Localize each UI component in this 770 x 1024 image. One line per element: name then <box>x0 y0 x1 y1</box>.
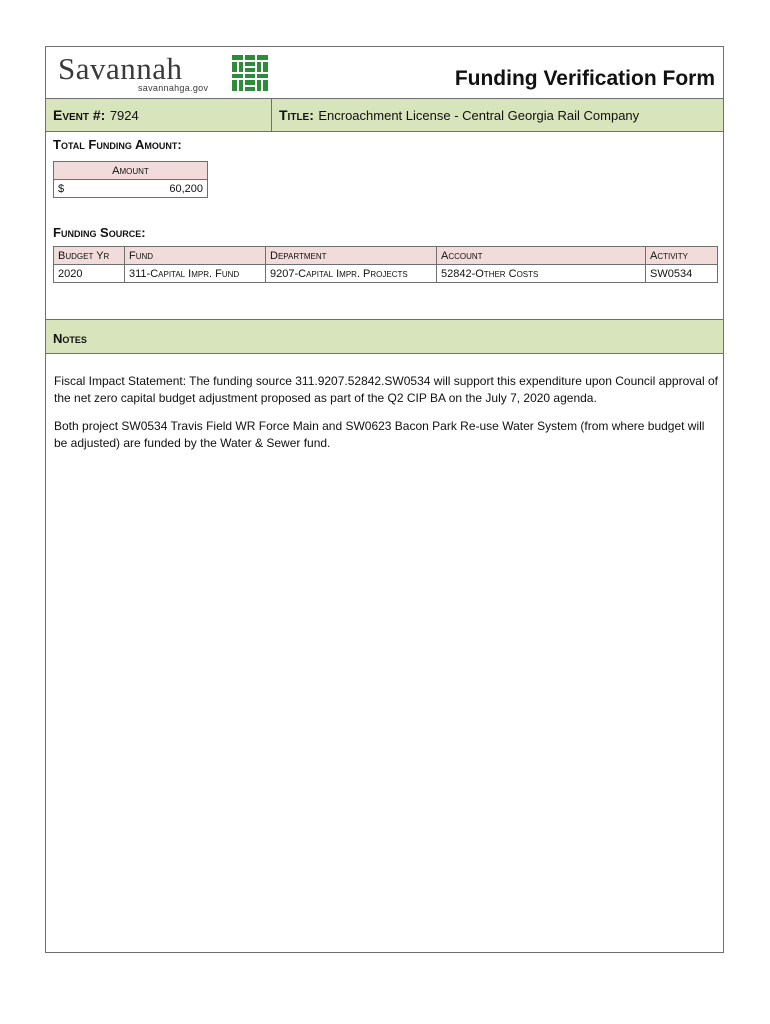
event-number: 7924 <box>109 108 139 123</box>
funding-source-label: Funding Source: <box>53 225 146 240</box>
col-activity: Activity <box>646 247 718 265</box>
currency-symbol: $ <box>58 182 65 195</box>
title-label: Title: <box>279 107 314 123</box>
city-grid-logo-icon <box>232 55 268 91</box>
col-budget-yr: Budget Yr <box>54 247 125 265</box>
total-funding-label: Total Funding Amount: <box>53 137 182 152</box>
col-department: Department <box>266 247 437 265</box>
amount-value: 60,200 <box>169 182 203 195</box>
cell-fund: 311-Capital Impr. Fund <box>125 265 266 283</box>
col-account: Account <box>437 247 646 265</box>
notes-band <box>46 319 723 354</box>
funding-verification-form <box>45 46 724 953</box>
event-cell <box>46 99 272 131</box>
notes-paragraph: Both project SW0534 Travis Field WR Force Main and SW0623 Bacon Park Re-use Water System (from where budget will be adjusted) are funded by the Water & Sewer fund. <box>54 419 705 450</box>
funding-source-table <box>53 246 718 283</box>
amount-header: Amount <box>54 162 208 180</box>
cell-account: 52842-Other Costs <box>437 265 646 283</box>
logo-wordmark: Savannah <box>58 51 183 86</box>
event-band <box>46 98 723 132</box>
col-fund: Fund <box>125 247 266 265</box>
logo-url: savannahga.gov <box>138 83 209 93</box>
form-title: Funding Verification Form <box>454 67 715 90</box>
cell-budget-yr: 2020 <box>54 265 125 283</box>
event-title: Encroachment License - Central Georgia Rail Company <box>318 108 640 123</box>
event-number-label: Event #: <box>53 107 106 123</box>
amount-table <box>53 161 208 198</box>
savannah-logo <box>58 51 258 95</box>
cell-department: 9207-Capital Impr. Projects <box>266 265 437 283</box>
table-header-row <box>54 247 718 265</box>
notes-label: Notes <box>53 331 87 346</box>
table-row <box>54 265 718 283</box>
amount-cell <box>54 180 208 198</box>
cell-activity: SW0534 <box>646 265 718 283</box>
notes-paragraph: Fiscal Impact Statement: The funding source 311.9207.52842.SW0534 will support this expenditure upon Council approval of the net zero capital budget adjustment proposed as part of the Q2 CIP BA on the July 7, 2020 agenda. <box>54 374 718 405</box>
form-header <box>46 47 723 98</box>
notes-body <box>54 373 719 463</box>
